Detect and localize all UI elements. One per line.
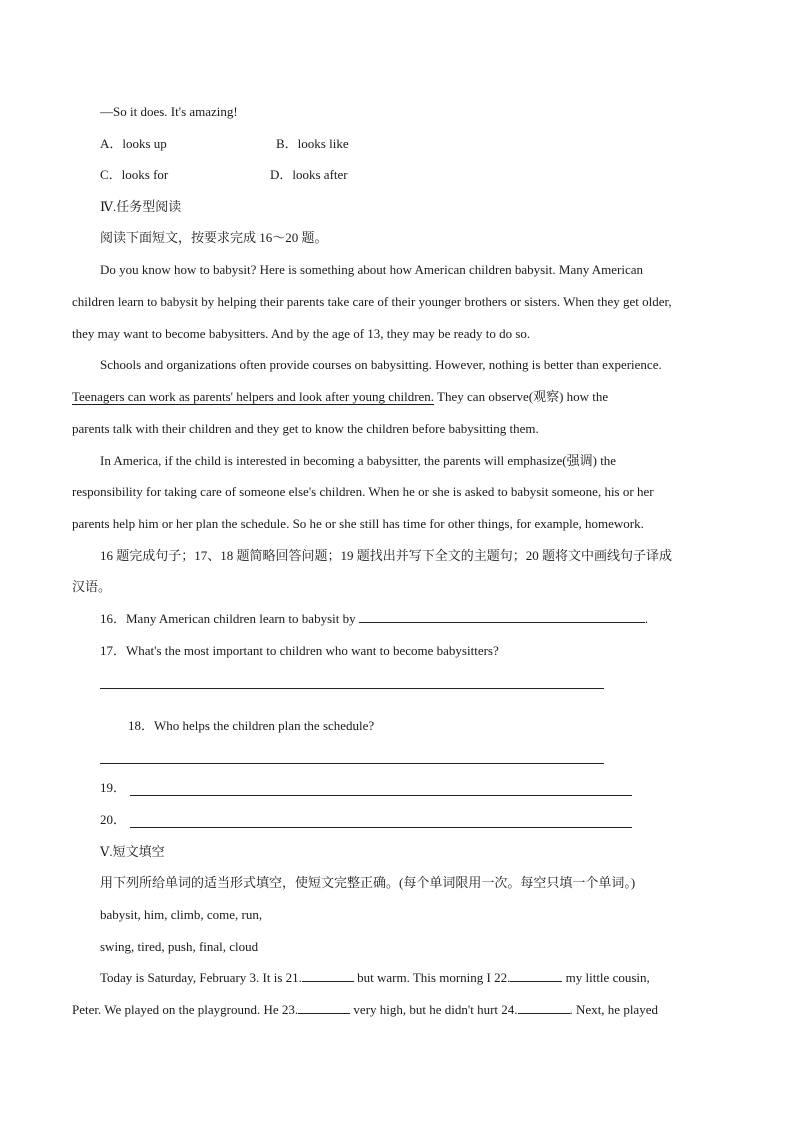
option-c-key: C． bbox=[100, 167, 122, 182]
answer-20-line[interactable] bbox=[130, 827, 632, 828]
cloze-line1-part2: but warm. This morning I 22. bbox=[353, 970, 511, 985]
question-20 bbox=[100, 811, 126, 829]
blank-21[interactable] bbox=[302, 970, 354, 982]
question-16 bbox=[100, 610, 648, 628]
word-bank-line1: babysit, him, climb, come, run, bbox=[100, 907, 263, 922]
option-d[interactable] bbox=[270, 166, 348, 184]
passage-p1-line2: children learn to babysit by helping their parents take care of their younger brothers or sisters. When they get older, bbox=[72, 294, 672, 309]
answer-17-line[interactable] bbox=[100, 688, 604, 689]
cloze-line2-part2: very high, but he didn't hurt 24. bbox=[350, 1002, 518, 1017]
cloze-line2-part3: . Next, he played bbox=[569, 1002, 658, 1017]
option-a-text: looks up bbox=[122, 136, 167, 151]
option-a-key: A． bbox=[100, 136, 123, 151]
question-16-end: . bbox=[644, 611, 649, 626]
question-16-text: 16．Many American children learn to babysit by bbox=[100, 611, 356, 626]
underlined-sentence: Teenagers can work as parents' helpers and look after young children. bbox=[72, 389, 435, 404]
answer-19-line[interactable] bbox=[130, 795, 632, 796]
passage-p2-line3: parents talk with their children and they get to know the children before babysitting them. bbox=[72, 421, 539, 436]
cloze-line1-part1: Today is Saturday, February 3. It is 21. bbox=[100, 970, 302, 985]
section5-instruction: 用下列所给单词的适当形式填空，使短文完整正确。(每个单词限用一次。每空只填一个单词。) bbox=[100, 875, 636, 890]
cloze-line2-part1: Peter. We played on the playground. He 23. bbox=[72, 1002, 299, 1017]
option-c[interactable] bbox=[100, 166, 168, 184]
question-18: 18．Who helps the children plan the schedule? bbox=[128, 718, 375, 733]
section5-heading: Ⅴ.短文填空 bbox=[100, 844, 165, 859]
blank-24[interactable] bbox=[518, 1002, 570, 1014]
passage-p3-line2: responsibility for taking care of someone else's children. When he or she is asked to babysit someone, his or her bbox=[72, 484, 654, 499]
question-19 bbox=[100, 779, 126, 797]
option-d-text: looks after bbox=[292, 167, 348, 182]
question-19-number: 19． bbox=[100, 780, 127, 795]
task-instruction-line2: 汉语。 bbox=[72, 579, 112, 594]
word-bank-line2: swing, tired, push, final, cloud bbox=[100, 939, 259, 954]
passage-p1-line1: Do you know how to babysit? Here is something about how American children babysit. Many American bbox=[100, 262, 644, 277]
question-17: 17．What's the most important to children who want to become babysitters? bbox=[100, 643, 499, 658]
passage-p2-line2-rest: They can observe(观察) how the bbox=[434, 389, 609, 404]
cloze-line1 bbox=[100, 969, 650, 987]
option-b-text: looks like bbox=[297, 136, 349, 151]
question-20-number: 20． bbox=[100, 812, 127, 827]
answer-18-line[interactable] bbox=[100, 763, 604, 764]
option-a[interactable] bbox=[100, 135, 167, 153]
passage-p2-line1: Schools and organizations often provide courses on babysitting. However, nothing is better than experience. bbox=[100, 357, 662, 372]
option-d-key: D． bbox=[270, 167, 293, 182]
task-instruction-line1: 16 题完成句子；17、18 题简略回答问题；19 题找出并写下全文的主题句；20 题将文中画线句子译成 bbox=[100, 548, 673, 563]
previous-answer-line: —So it does. It's amazing! bbox=[100, 104, 238, 119]
passage-p1-line3: they may want to become babysitters. And by the age of 13, they may be ready to do so. bbox=[72, 326, 531, 341]
option-b-key: B． bbox=[276, 136, 298, 151]
blank-23[interactable] bbox=[298, 1002, 350, 1014]
blank-22[interactable] bbox=[510, 970, 562, 982]
passage-p3-line1: In America, if the child is interested in becoming a babysitter, the parents will emphasize(强调) the bbox=[100, 453, 617, 468]
cloze-line2 bbox=[72, 1001, 658, 1019]
option-c-text: looks for bbox=[121, 167, 169, 182]
passage-p3-line3: parents help him or her plan the schedule. So he or she still has time for other things, for example, homework. bbox=[72, 516, 644, 531]
cloze-line1-part3: my little cousin, bbox=[562, 970, 650, 985]
section4-instruction: 阅读下面短文，按要求完成 16～20 题。 bbox=[100, 230, 328, 245]
answer-16-blank[interactable] bbox=[359, 611, 645, 623]
section4-heading: Ⅳ.任务型阅读 bbox=[100, 199, 182, 214]
passage-p2-line2 bbox=[72, 388, 608, 406]
option-b[interactable] bbox=[276, 135, 349, 153]
